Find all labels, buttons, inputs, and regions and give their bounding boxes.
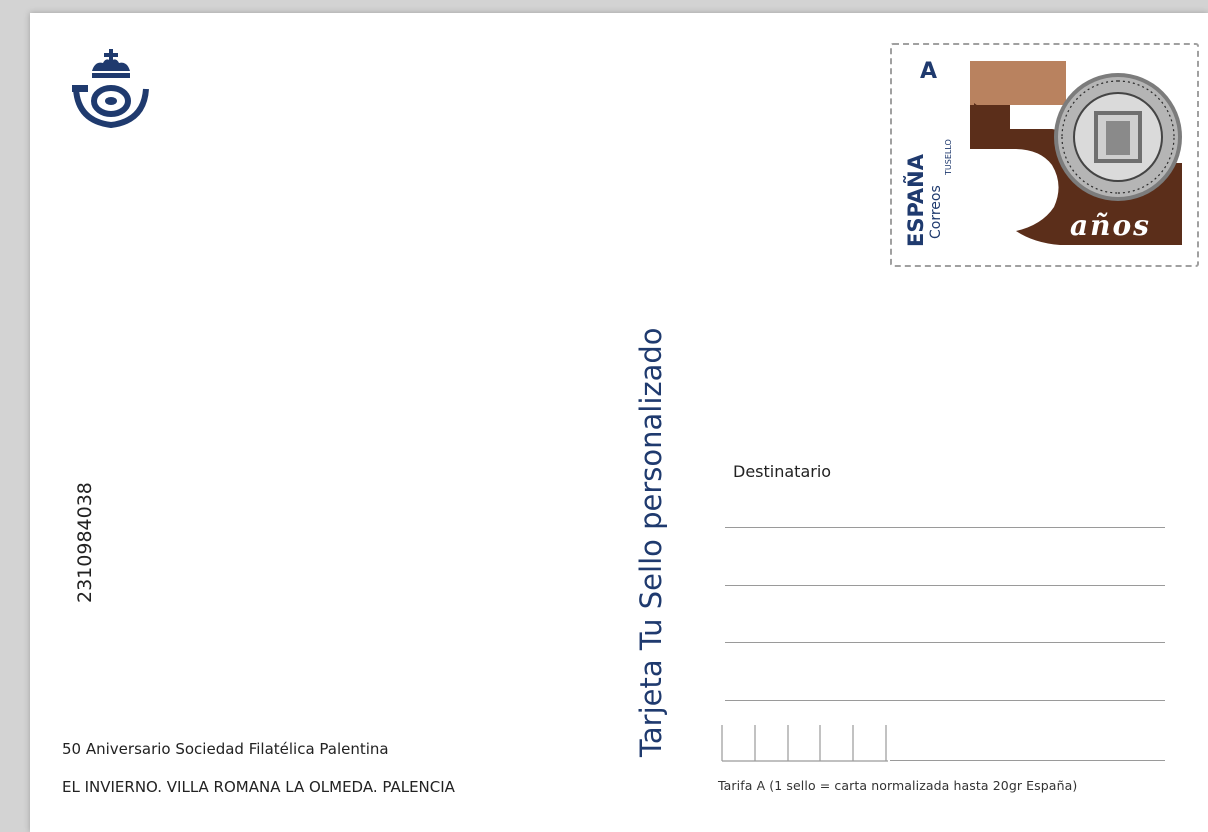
- stamp-product: TUSELLO: [944, 139, 953, 175]
- stamp-rate: A: [920, 59, 938, 84]
- stamp-word: años: [1070, 209, 1151, 242]
- serial-number: 2310984038: [74, 482, 96, 603]
- recipient-label: Destinatario: [733, 462, 832, 481]
- address-line-2[interactable]: [725, 585, 1165, 586]
- city-line[interactable]: [890, 760, 1165, 761]
- postal-code-boxes[interactable]: [720, 723, 890, 763]
- address-line-4[interactable]: [725, 700, 1165, 701]
- correos-logo-icon: [70, 49, 152, 133]
- caption-line-2: EL INVIERNO. VILLA ROMANA LA OLMEDA. PALENCIA: [62, 778, 455, 796]
- stamp-issuer: Correos: [928, 185, 944, 239]
- postcard: [30, 13, 1208, 832]
- tariff-note: Tarifa A (1 sello = carta normalizada hasta 20gr España): [718, 778, 1078, 793]
- address-line-1[interactable]: [725, 527, 1165, 528]
- address-line-3[interactable]: [725, 642, 1165, 643]
- caption-line-1: 50 Aniversario Sociedad Filatélica Palentina: [62, 740, 389, 758]
- card-title-vertical: Tarjeta Tu Sello personalizado: [634, 327, 668, 757]
- personalized-stamp: [890, 43, 1199, 267]
- stamp-country: ESPAÑA: [904, 153, 928, 247]
